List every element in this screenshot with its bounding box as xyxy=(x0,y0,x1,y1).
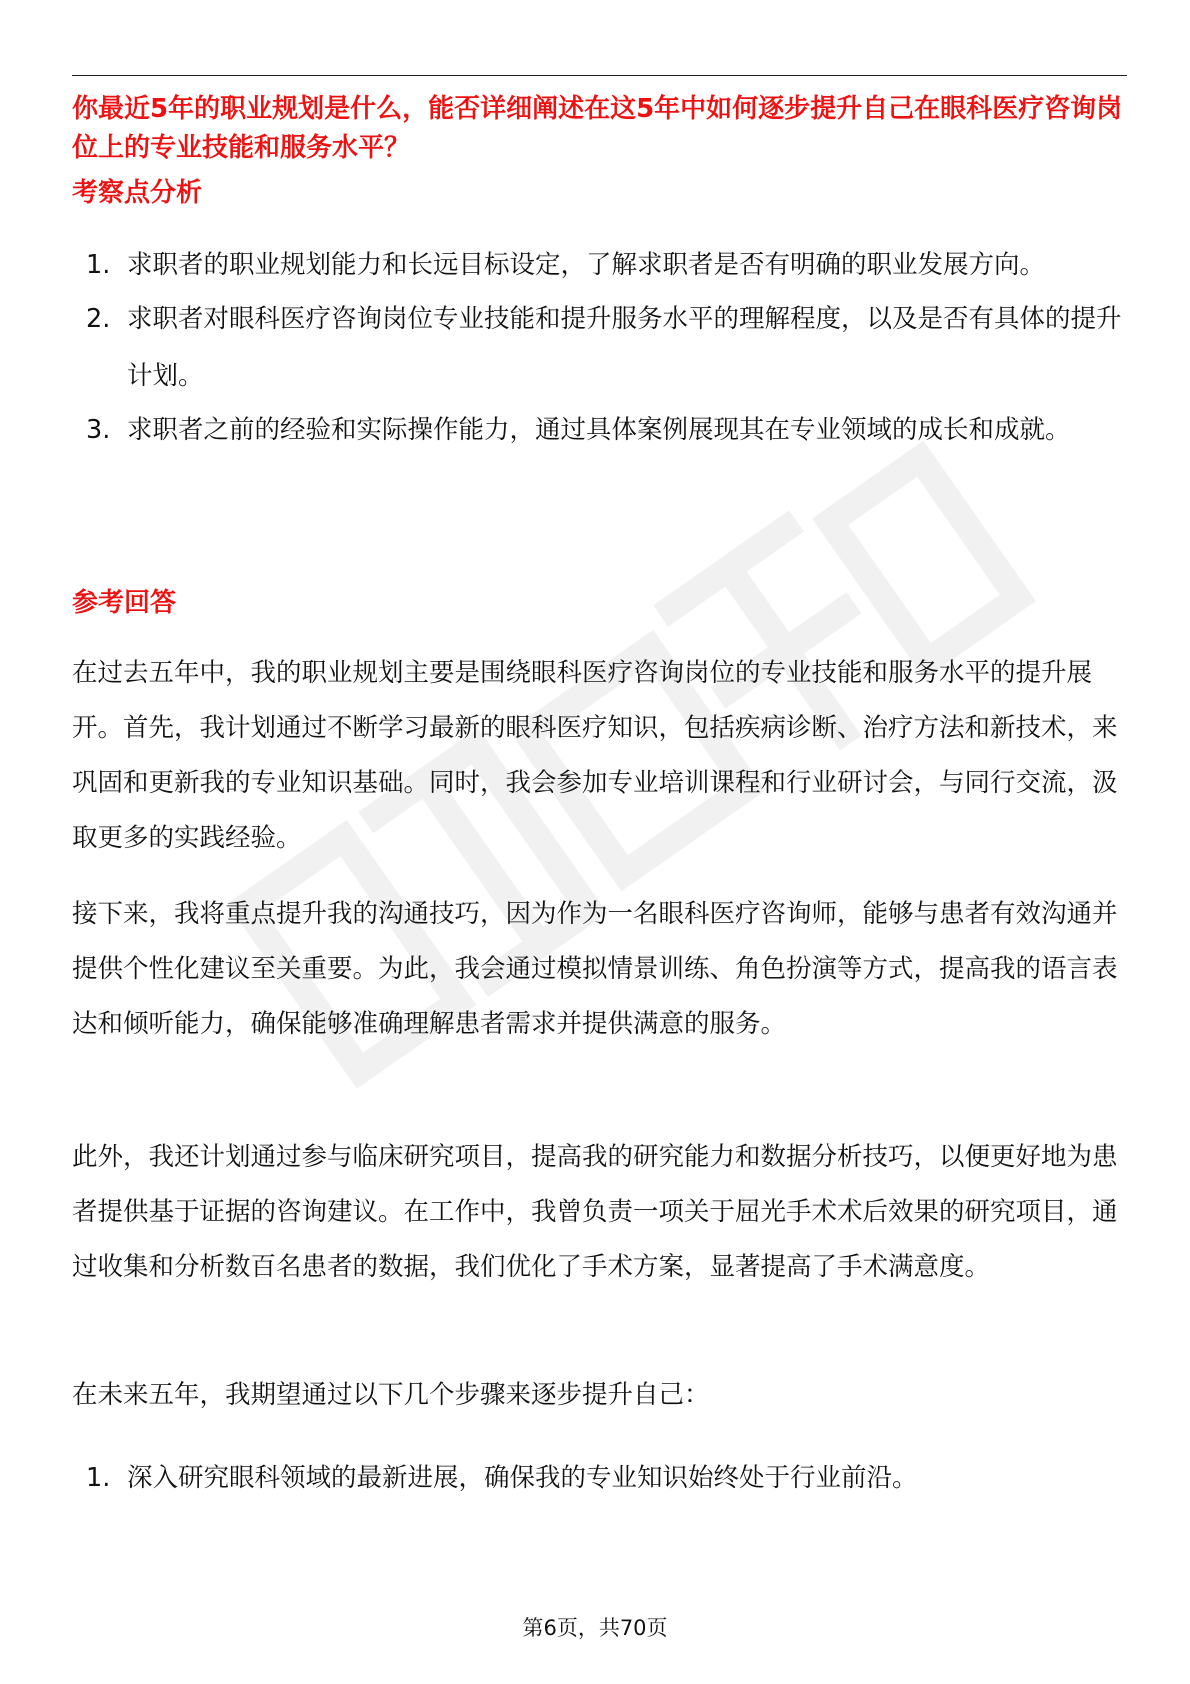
top-rule xyxy=(72,75,1127,76)
answer-paragraph: 接下来，我将重点提升我的沟通技巧，因为作为一名眼科医疗咨询师，能够与患者有效沟通并提供个性化建议至关重要。为此，我会通过模拟情景训练、角色扮演等方式，提高我的语言表达和倾听能力，确保能够准确理解患者需求并提供满意的服务。 xyxy=(72,899,1118,1039)
document-page xyxy=(72,0,1127,1684)
list-item xyxy=(72,237,1127,294)
answer-paragraph: 此外，我还计划通过参与临床研究项目，提高我的研究能力和数据分析技巧，以便更好地为患者提供基于证据的咨询建议。在工作中，我曾负责一项关于屈光手术术后效果的研究项目，通过收集和分析数百名患者的数据，我们优化了手术方案，显著提高了手术满意度。 xyxy=(72,1142,1118,1282)
list-item-text: 求职者对眼科医疗咨询岗位专业技能和提升服务水平的理解程度，以及是否有具体的提升计划。 xyxy=(127,304,1122,391)
steps-list xyxy=(72,1450,1127,1507)
list-item xyxy=(72,291,1127,405)
answer-paragraph: 在未来五年，我期望通过以下几个步骤来逐步提升自己： xyxy=(72,1380,710,1410)
list-number: 1. xyxy=(86,1463,111,1493)
list-item xyxy=(72,1450,1127,1507)
answer-paragraph: 在过去五年中，我的职业规划主要是围绕眼科医疗咨询岗位的专业技能和服务水平的提升展开。首先，我计划通过不断学习最新的眼科医疗知识，包括疾病诊断、治疗方法和新技术，来巩固和更新我的专业知识基础。同时，我会参加专业培训课程和行业研讨会，与同行交流，汲取更多的实践经验。 xyxy=(72,658,1118,853)
list-item-text: 深入研究眼科领域的最新进展，确保我的专业知识始终处于行业前沿。 xyxy=(127,1463,918,1493)
list-item-text: 求职者的职业规划能力和长远目标设定，了解求职者是否有明确的职业发展方向。 xyxy=(127,250,1046,280)
list-number: 3. xyxy=(86,415,111,445)
list-number: 2. xyxy=(86,304,111,334)
analysis-list xyxy=(72,237,1127,459)
page-footer: 第6页，共70页 xyxy=(522,1616,668,1640)
list-item xyxy=(72,402,1127,459)
list-item-text: 求职者之前的经验和实际操作能力，通过具体案例展现其在专业领域的成长和成就。 xyxy=(127,415,1071,445)
answer-heading: 参考回答 xyxy=(72,588,177,618)
analysis-heading: 考察点分析 xyxy=(72,178,203,208)
list-number: 1. xyxy=(86,250,111,280)
question-title: 你最近5年的职业规划是什么，能否详细阐述在这5年中如何逐步提升自己在眼科医疗咨询岗位上的专业技能和服务水平？ xyxy=(72,94,1123,163)
